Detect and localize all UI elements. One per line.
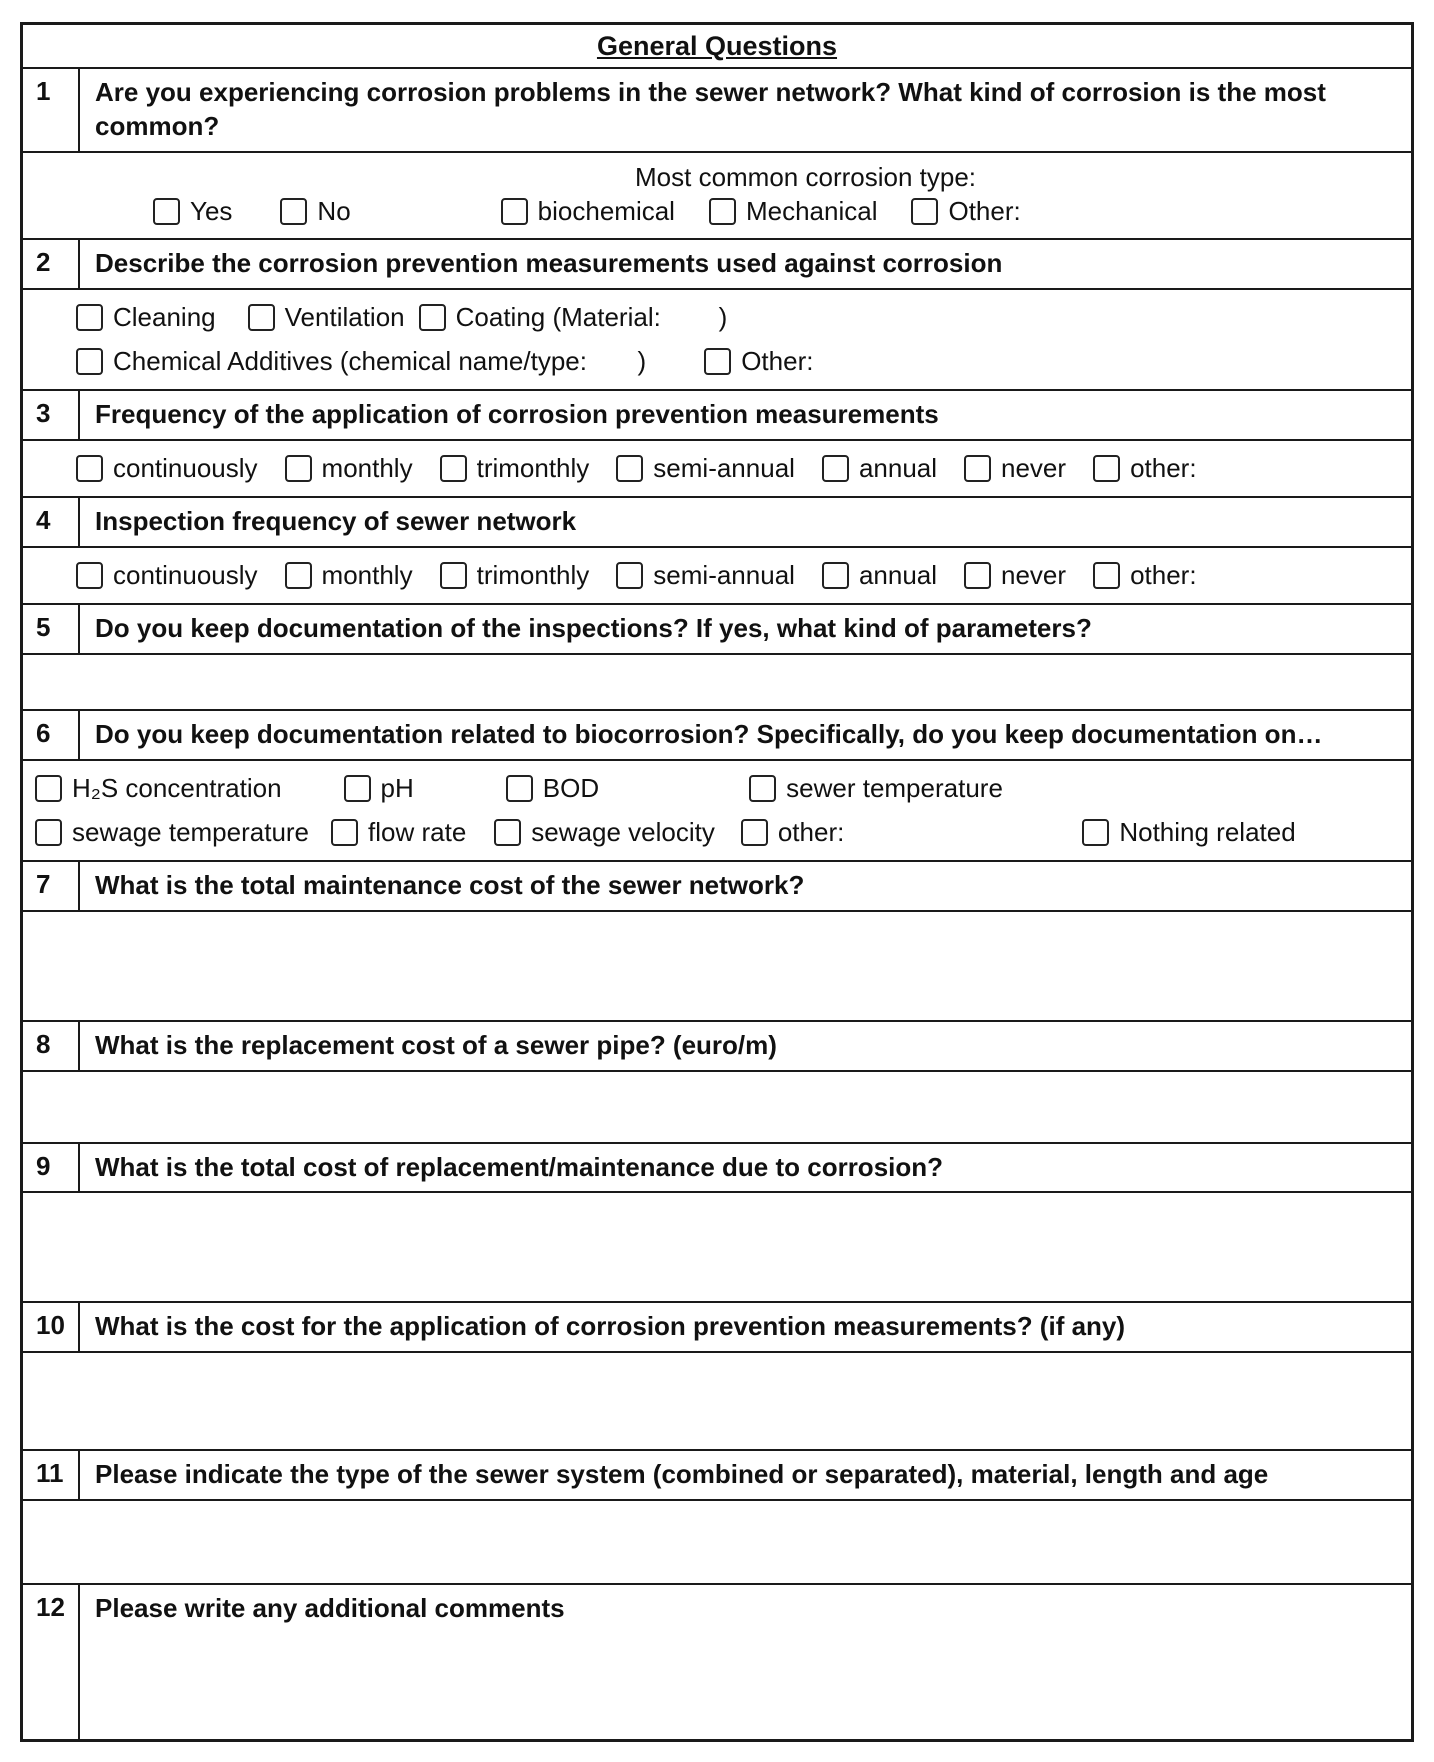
question-text: What is the total cost of replacement/maintenance due to corrosion?: [95, 1151, 944, 1182]
question-number: 1: [23, 69, 80, 151]
checkbox-box-icon[interactable]: [616, 562, 643, 589]
question-number: 11: [23, 1451, 80, 1499]
checkbox-mechanical[interactable]: [709, 196, 878, 227]
checkbox-label: Ventilation: [284, 301, 405, 332]
checkbox-label: No: [317, 195, 351, 226]
checkbox-label: trimonthly: [476, 452, 590, 483]
answer-area-q8[interactable]: [23, 1070, 1411, 1142]
checkbox-box-icon[interactable]: [822, 562, 849, 589]
checkbox-label: monthly: [321, 452, 413, 483]
checkbox-ventilation[interactable]: [248, 302, 405, 333]
checkbox-other[interactable]: [704, 346, 813, 377]
checkbox-label: continuously: [113, 559, 258, 590]
checkbox-cleaning[interactable]: [76, 302, 216, 333]
checkbox-label: sewage velocity: [531, 816, 715, 847]
q9-header-row: [23, 1142, 1411, 1192]
q11-header-row: [23, 1449, 1411, 1499]
question-text: Describe the corrosion prevention measurements used against corrosion: [95, 247, 1003, 278]
checkbox-bod[interactable]: [506, 773, 599, 804]
checkbox-label: continuously: [113, 452, 258, 483]
question-number: 10: [23, 1303, 80, 1351]
checkbox-label: Cleaning: [113, 301, 216, 332]
checkbox-label: sewer temperature: [786, 772, 1003, 803]
checkbox-never[interactable]: [964, 560, 1066, 591]
question-number: 4: [23, 498, 80, 546]
q2-answer-row: [23, 288, 1411, 389]
q4-answer-row: [23, 546, 1411, 603]
q12-row: [23, 1583, 1411, 1739]
checkbox-continuously[interactable]: [76, 453, 258, 484]
q3-header-row: [23, 389, 1411, 439]
checkbox-monthly[interactable]: [285, 560, 413, 591]
answer-area-q5[interactable]: [23, 653, 1411, 709]
checkbox-box-icon[interactable]: [35, 819, 62, 846]
checkbox-label: other:: [1130, 559, 1197, 590]
checkbox-h2s-concentration[interactable]: [35, 773, 282, 804]
checkbox-annual[interactable]: [822, 560, 937, 591]
question-text: What is the total maintenance cost of the sewer network?: [95, 870, 805, 901]
checkbox-continuously[interactable]: [76, 560, 258, 591]
checkbox-box-icon[interactable]: [506, 775, 533, 802]
checkbox-box-icon[interactable]: [616, 455, 643, 482]
questionnaire-table: [20, 22, 1414, 1742]
checkbox-label: Other:: [741, 345, 814, 376]
question-text: What is the replacement cost of a sewer pipe? (euro/m): [95, 1029, 777, 1060]
q10-header-row: [23, 1301, 1411, 1351]
title-row: [23, 25, 1411, 67]
checkbox-box-icon[interactable]: [419, 304, 446, 331]
checkbox-label: Coating (Material: ): [455, 301, 728, 332]
checkbox-box-icon[interactable]: [76, 562, 103, 589]
checkbox-box-icon[interactable]: [709, 198, 736, 225]
question-number: 8: [23, 1022, 80, 1070]
checkbox-box-icon[interactable]: [331, 819, 358, 846]
checkbox-label: Nothing related: [1119, 816, 1296, 847]
checkbox-label: pH: [380, 772, 414, 803]
q2-header-row: [23, 238, 1411, 288]
checkbox-box-icon[interactable]: [248, 304, 275, 331]
checkbox-box-icon[interactable]: [741, 819, 768, 846]
q3-answer-row: [23, 439, 1411, 496]
checkbox-nothing-related[interactable]: [1082, 817, 1295, 848]
question-text: What is the cost for the application of corrosion prevention measurements? (if any): [95, 1311, 1126, 1342]
question-number: 3: [23, 391, 80, 439]
checkbox-coating[interactable]: [419, 302, 728, 333]
checkbox-other[interactable]: [1093, 560, 1197, 591]
checkbox-label: H₂S concentration: [72, 772, 282, 803]
checkbox-trimonthly[interactable]: [440, 560, 590, 591]
checkbox-sewage-temperature[interactable]: [35, 817, 309, 848]
q1-answer-row: [23, 151, 1411, 238]
checkbox-ph[interactable]: [344, 773, 414, 804]
checkbox-sewage-velocity[interactable]: [494, 817, 715, 848]
checkbox-semi-annual[interactable]: [616, 453, 795, 484]
checkbox-box-icon[interactable]: [911, 198, 938, 225]
checkbox-box-icon[interactable]: [35, 775, 62, 802]
q4-header-row: [23, 496, 1411, 546]
checkbox-label: Chemical Additives (chemical name/type: ): [113, 345, 647, 376]
checkbox-label: monthly: [321, 559, 413, 590]
checkbox-box-icon[interactable]: [440, 455, 467, 482]
q1-header-row: [23, 67, 1411, 151]
question-number: 9: [23, 1144, 80, 1192]
checkbox-yes[interactable]: [153, 196, 232, 227]
answer-heading: Most common corrosion type:: [635, 161, 977, 192]
q6-answer-row: [23, 759, 1411, 860]
checkbox-label: Mechanical: [745, 195, 878, 226]
checkbox-biochemical[interactable]: [501, 196, 675, 227]
checkbox-box-icon[interactable]: [822, 455, 849, 482]
checkbox-flow-rate[interactable]: [331, 817, 466, 848]
checkbox-other[interactable]: [911, 196, 1020, 227]
checkbox-label: sewage temperature: [72, 816, 310, 847]
question-number: 7: [23, 862, 80, 910]
checkbox-box-icon[interactable]: [494, 819, 521, 846]
q6-header-row: [23, 709, 1411, 759]
checkbox-label: annual: [858, 452, 938, 483]
checkbox-annual[interactable]: [822, 453, 937, 484]
checkbox-box-icon[interactable]: [964, 562, 991, 589]
checkbox-never[interactable]: [964, 453, 1066, 484]
checkbox-label: biochemical: [537, 195, 675, 226]
answer-area-q10[interactable]: [23, 1351, 1411, 1449]
question-number: 2: [23, 240, 80, 288]
checkbox-box-icon[interactable]: [285, 455, 312, 482]
question-number: 12: [23, 1585, 80, 1739]
page-title: General Questions: [596, 30, 838, 61]
checkbox-box-icon[interactable]: [1093, 455, 1120, 482]
checkbox-box-icon[interactable]: [76, 348, 103, 375]
q8-header-row: [23, 1020, 1411, 1070]
question-text: Do you keep documentation related to biocorrosion? Specifically, do you keep documentation on…: [95, 718, 1323, 749]
answer-area-q11[interactable]: [23, 1499, 1411, 1583]
question-number: 6: [23, 711, 80, 759]
checkbox-box-icon[interactable]: [76, 304, 103, 331]
question-text: Please write any additional comments: [95, 1593, 565, 1624]
checkbox-box-icon[interactable]: [964, 455, 991, 482]
checkbox-label: trimonthly: [476, 559, 590, 590]
checkbox-box-icon[interactable]: [285, 562, 312, 589]
checkbox-label: never: [1001, 559, 1067, 590]
checkbox-sewer-temperature[interactable]: [749, 773, 1003, 804]
q7-header-row: [23, 860, 1411, 910]
answer-area-q7[interactable]: [23, 910, 1411, 1020]
checkbox-label: other:: [1130, 452, 1197, 483]
checkbox-no[interactable]: [280, 196, 350, 227]
checkbox-box-icon[interactable]: [344, 775, 371, 802]
question-text: Are you experiencing corrosion problems in the sewer network? What kind of corrosion is the most common?: [95, 77, 1326, 141]
question-text: Frequency of the application of corrosion prevention measurements: [95, 399, 939, 430]
checkbox-box-icon[interactable]: [153, 198, 180, 225]
answer-area-q12[interactable]: [80, 1633, 1411, 1739]
answer-area-q9[interactable]: [23, 1191, 1411, 1301]
checkbox-box-icon[interactable]: [749, 775, 776, 802]
checkbox-label: flow rate: [368, 816, 467, 847]
checkbox-monthly[interactable]: [285, 453, 413, 484]
checkbox-box-icon[interactable]: [1082, 819, 1109, 846]
checkbox-label: annual: [858, 559, 938, 590]
checkbox-trimonthly[interactable]: [440, 453, 590, 484]
checkbox-box-icon[interactable]: [280, 198, 307, 225]
checkbox-box-icon[interactable]: [440, 562, 467, 589]
question-text: Do you keep documentation of the inspections? If yes, what kind of parameters?: [95, 613, 1092, 644]
checkbox-box-icon[interactable]: [1093, 562, 1120, 589]
checkbox-label: BOD: [542, 772, 600, 803]
checkbox-label: Yes: [190, 195, 233, 226]
checkbox-box-icon[interactable]: [501, 198, 528, 225]
checkbox-label: Other:: [948, 195, 1021, 226]
question-number: 5: [23, 605, 80, 653]
checkbox-label: semi-annual: [653, 559, 795, 590]
q5-header-row: [23, 603, 1411, 653]
checkbox-other[interactable]: [741, 817, 845, 848]
checkbox-chemical-additives[interactable]: [76, 346, 646, 377]
question-text: Please indicate the type of the sewer system (combined or separated), material, length and age: [95, 1459, 1269, 1490]
checkbox-box-icon[interactable]: [704, 348, 731, 375]
question-text: Inspection frequency of sewer network: [95, 506, 577, 537]
checkbox-box-icon[interactable]: [76, 455, 103, 482]
checkbox-semi-annual[interactable]: [616, 560, 795, 591]
checkbox-label: semi-annual: [653, 452, 795, 483]
checkbox-other[interactable]: [1093, 453, 1197, 484]
checkbox-label: never: [1001, 452, 1067, 483]
checkbox-label: other:: [777, 816, 845, 847]
